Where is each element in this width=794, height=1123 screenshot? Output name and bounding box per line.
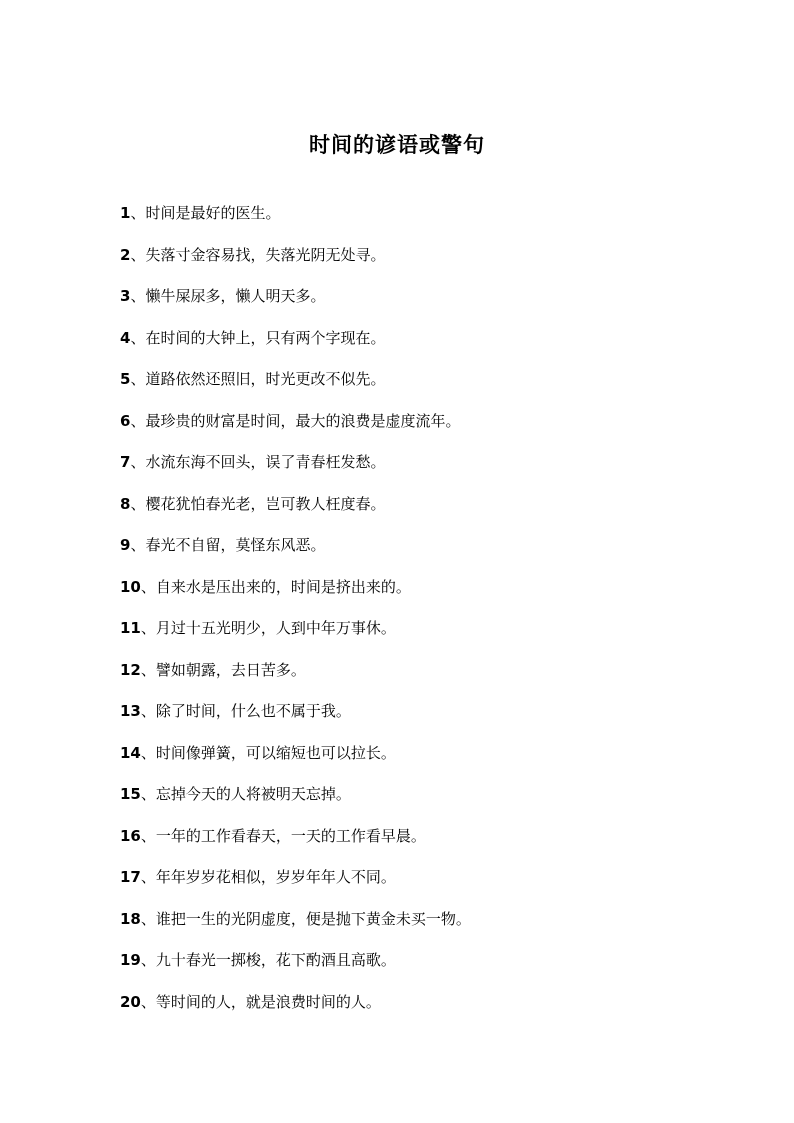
item-text: 、一年的工作看春天，一天的工作看早晨。 bbox=[140, 826, 426, 845]
list-item bbox=[120, 325, 740, 367]
item-text: 、在时间的大钟上，只有两个字现在。 bbox=[130, 328, 386, 347]
item-text: 、自来水是压出来的，时间是挤出来的。 bbox=[140, 577, 411, 596]
document-title: 时间的谚语或警句 bbox=[309, 133, 485, 157]
list-item bbox=[120, 366, 740, 408]
item-text: 、道路依然还照旧，时光更改不似先。 bbox=[130, 370, 386, 388]
item-number: 16 bbox=[120, 826, 141, 845]
item-text: 、春光不自留，莫怪东风恶。 bbox=[130, 536, 326, 554]
list-item bbox=[120, 408, 740, 450]
item-text: 、懒牛屎尿多，懒人明天多。 bbox=[130, 287, 326, 305]
item-text: 、除了时间，什么也不属于我。 bbox=[140, 702, 351, 720]
item-text: 、水流东海不回头，误了青春枉发愁。 bbox=[130, 453, 386, 471]
list-item bbox=[120, 947, 740, 989]
list-item bbox=[120, 864, 740, 906]
item-text: 、年年岁岁花相似，岁岁年年人不同。 bbox=[140, 868, 396, 886]
item-number: 19 bbox=[120, 951, 141, 969]
item-number: 11 bbox=[120, 619, 141, 637]
item-number: 4 bbox=[120, 328, 131, 347]
item-text: 、时间像弹簧，可以缩短也可以拉长。 bbox=[140, 743, 396, 762]
item-text: 、忘掉今天的人将被明天忘掉。 bbox=[140, 785, 351, 803]
list-item bbox=[120, 698, 740, 740]
item-number: 8 bbox=[120, 494, 131, 513]
list-item bbox=[120, 242, 740, 284]
list-item bbox=[120, 906, 740, 948]
list-item bbox=[120, 615, 740, 657]
item-number: 7 bbox=[120, 453, 131, 471]
item-text: 、月过十五光明少，人到中年万事休。 bbox=[140, 619, 396, 637]
item-text: 、最珍贵的财富是时间，最大的浪费是虚度流年。 bbox=[130, 411, 461, 430]
item-text: 、失落寸金容易找，失落光阴无处寻。 bbox=[130, 245, 386, 264]
proverb-list bbox=[120, 200, 740, 1030]
item-number: 6 bbox=[120, 411, 131, 430]
item-number: 13 bbox=[120, 702, 141, 720]
list-item bbox=[120, 449, 740, 491]
item-text: 、时间是最好的医生。 bbox=[130, 204, 281, 222]
item-number: 2 bbox=[120, 245, 131, 264]
item-number: 12 bbox=[120, 660, 141, 679]
item-number: 15 bbox=[120, 785, 141, 803]
list-item bbox=[120, 491, 740, 533]
item-number: 10 bbox=[120, 577, 141, 596]
list-item bbox=[120, 283, 740, 325]
item-text: 、谁把一生的光阴虚度，便是抛下黄金未买一物。 bbox=[140, 909, 471, 928]
item-text: 、譬如朝露，去日苦多。 bbox=[140, 660, 306, 679]
list-item bbox=[120, 823, 740, 865]
item-text: 、等时间的人，就是浪费时间的人。 bbox=[140, 992, 381, 1011]
item-number: 20 bbox=[120, 992, 141, 1011]
list-item bbox=[120, 657, 740, 699]
item-number: 17 bbox=[120, 868, 141, 886]
item-text: 、樱花犹怕春光老，岂可教人枉度春。 bbox=[130, 494, 386, 513]
item-number: 18 bbox=[120, 909, 141, 928]
item-text: 、九十春光一掷梭，花下酌酒且高歌。 bbox=[140, 951, 396, 969]
list-item bbox=[120, 532, 740, 574]
list-item bbox=[120, 574, 740, 616]
item-number: 9 bbox=[120, 536, 131, 554]
list-item bbox=[120, 781, 740, 823]
list-item bbox=[120, 740, 740, 782]
item-number: 5 bbox=[120, 370, 131, 388]
item-number: 14 bbox=[120, 743, 141, 762]
item-number: 3 bbox=[120, 287, 131, 305]
list-item bbox=[120, 200, 740, 242]
item-number: 1 bbox=[120, 204, 131, 222]
list-item bbox=[120, 989, 740, 1031]
